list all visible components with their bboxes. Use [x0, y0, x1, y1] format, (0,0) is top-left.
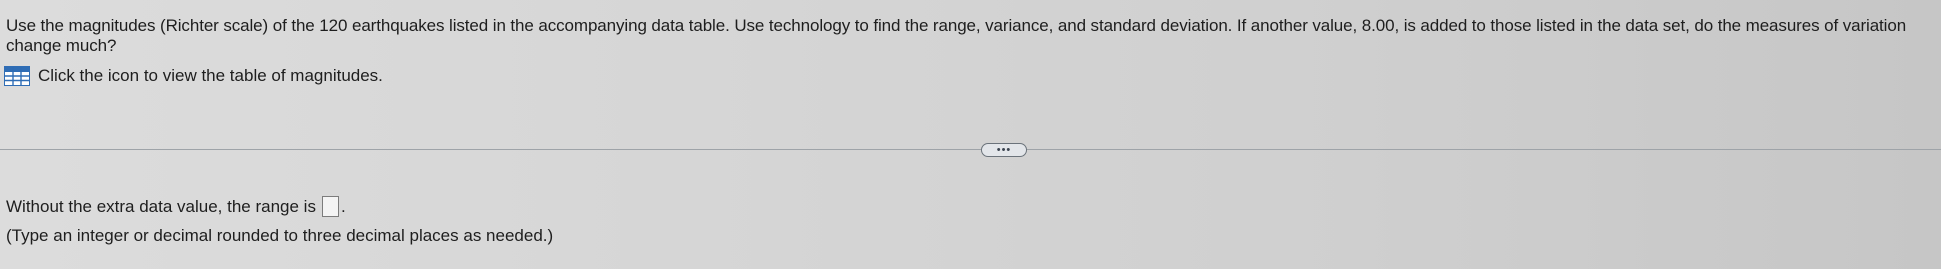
table-icon[interactable] [4, 66, 30, 86]
hint-text: Click the icon to view the table of magnitudes. [38, 66, 383, 85]
answer-instruction: (Type an integer or decimal rounded to three decimal places as needed.) [6, 226, 554, 245]
answer-suffix: . [340, 196, 346, 216]
question-text: Use the magnitudes (Richter scale) of the 120 earthquakes listed in the accompanying data table. Use technology to find the range, variance, and standard deviation. If another value, 8.00, is added to those listed in the data set, do the measures of variation change much? [6, 16, 1907, 55]
expand-more-button[interactable] [981, 143, 1027, 157]
section-divider [0, 149, 1941, 150]
range-answer-input[interactable] [322, 196, 339, 217]
answer-row [6, 196, 346, 217]
more-dots-icon: ••• [996, 144, 1012, 156]
answer-prompt: Without the extra data value, the range is [6, 196, 316, 216]
data-table-hint [4, 66, 383, 86]
